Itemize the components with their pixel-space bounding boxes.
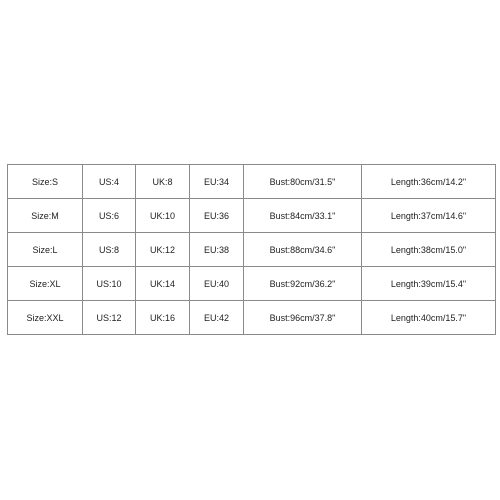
- bust-cell: Bust:84cm/33.1": [244, 199, 362, 233]
- table-row-l: [8, 233, 496, 267]
- us-size-cell: US:10: [83, 267, 136, 301]
- eu-size-cell: EU:36: [190, 199, 244, 233]
- uk-size-cell: UK:10: [136, 199, 190, 233]
- table-row-xl: [8, 267, 496, 301]
- size-cell: Size:S: [8, 165, 83, 199]
- eu-size-cell: EU:34: [190, 165, 244, 199]
- size-cell: Size:XXL: [8, 301, 83, 335]
- table-row-xxl: [8, 301, 496, 335]
- uk-size-cell: UK:14: [136, 267, 190, 301]
- table-row-m: [8, 199, 496, 233]
- eu-size-cell: EU:38: [190, 233, 244, 267]
- length-cell: Length:36cm/14.2": [362, 165, 496, 199]
- eu-size-cell: EU:42: [190, 301, 244, 335]
- length-cell: Length:39cm/15.4": [362, 267, 496, 301]
- size-cell: Size:L: [8, 233, 83, 267]
- table-row-s: [8, 165, 496, 199]
- bust-cell: Bust:88cm/34.6": [244, 233, 362, 267]
- uk-size-cell: UK:12: [136, 233, 190, 267]
- size-cell: Size:XL: [8, 267, 83, 301]
- uk-size-cell: UK:8: [136, 165, 190, 199]
- length-cell: Length:38cm/15.0": [362, 233, 496, 267]
- bust-cell: Bust:80cm/31.5": [244, 165, 362, 199]
- length-cell: Length:40cm/15.7": [362, 301, 496, 335]
- us-size-cell: US:12: [83, 301, 136, 335]
- eu-size-cell: EU:40: [190, 267, 244, 301]
- us-size-cell: US:8: [83, 233, 136, 267]
- bust-cell: Bust:92cm/36.2": [244, 267, 362, 301]
- bust-cell: Bust:96cm/37.8": [244, 301, 362, 335]
- size-chart-table: [7, 164, 496, 335]
- us-size-cell: US:4: [83, 165, 136, 199]
- uk-size-cell: UK:16: [136, 301, 190, 335]
- us-size-cell: US:6: [83, 199, 136, 233]
- length-cell: Length:37cm/14.6": [362, 199, 496, 233]
- size-cell: Size:M: [8, 199, 83, 233]
